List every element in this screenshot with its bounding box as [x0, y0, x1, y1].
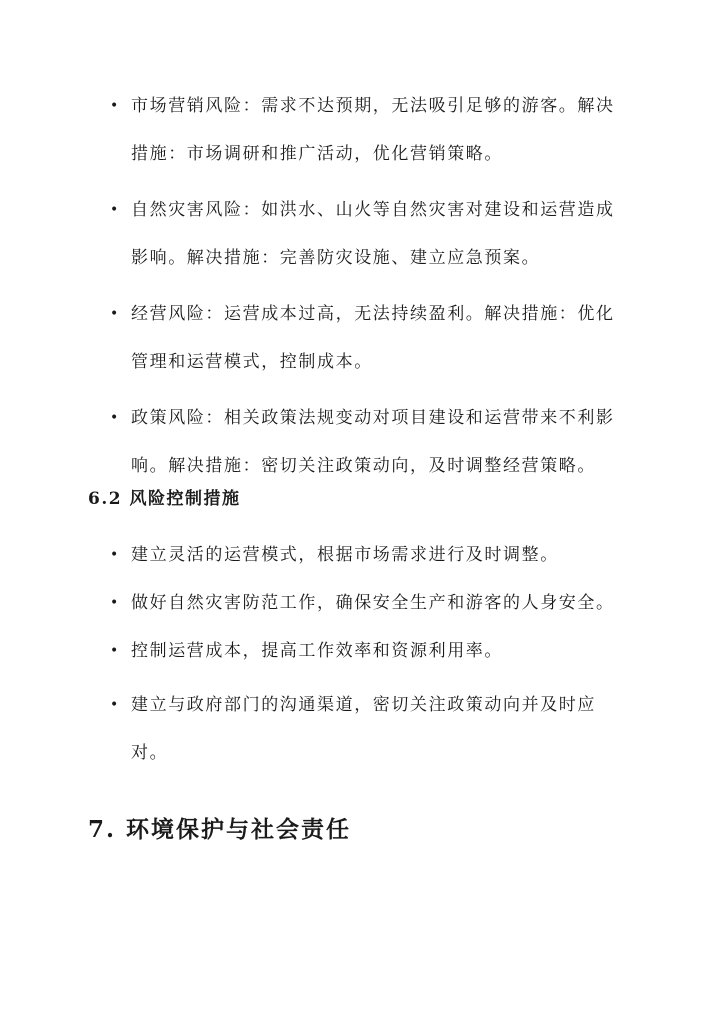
control-list: [0, 537, 720, 788]
list-item: [0, 585, 619, 622]
control-text: 做好自然灾害防范工作，确保安全生产和游客的人身安全。: [131, 593, 615, 613]
bullet-icon: •: [110, 697, 120, 713]
bullet-icon: •: [110, 202, 120, 218]
list-item: [0, 186, 619, 282]
list-item: [0, 290, 619, 386]
bullet-icon: •: [110, 98, 120, 114]
list-item: [0, 633, 619, 670]
bullet-icon: •: [110, 306, 120, 322]
chapter-heading: 7. 环境保护与社会责任: [88, 816, 352, 843]
list-item: [0, 394, 619, 490]
control-text: 建立与政府部门的沟通渠道，密切关注政策动向并及时应对。: [131, 695, 596, 763]
bullet-icon: •: [110, 595, 120, 611]
risk-text: 自然灾害风险：如洪水、山火等自然灾害对建设和运营造成影响。解决措施：完善防灾设施、建立应急预案。: [131, 200, 615, 268]
risk-text: 经营风险：运营成本过高，无法持续盈利。解决措施：优化管理和运营模式，控制成本。: [131, 304, 615, 372]
bullet-icon: •: [110, 547, 120, 563]
risk-list: [0, 82, 720, 498]
bullet-icon: •: [110, 643, 120, 659]
control-text: 建立灵活的运营模式，根据市场需求进行及时调整。: [131, 545, 559, 565]
risk-text: 市场营销风险：需求不达预期，无法吸引足够的游客。解决措施：市场调研和推广活动，优化营销策略。: [131, 96, 615, 164]
list-item: [0, 537, 619, 574]
control-text: 控制运营成本，提高工作效率和资源利用率。: [131, 641, 503, 661]
section-heading: 6.2 风险控制措施: [88, 489, 241, 509]
risk-text: 政策风险：相关政策法规变动对项目建设和运营带来不利影响。解决措施：密切关注政策动向，及时调整经营策略。: [131, 408, 615, 476]
bullet-icon: •: [110, 410, 120, 426]
list-item: [0, 681, 619, 777]
list-item: [0, 82, 619, 178]
